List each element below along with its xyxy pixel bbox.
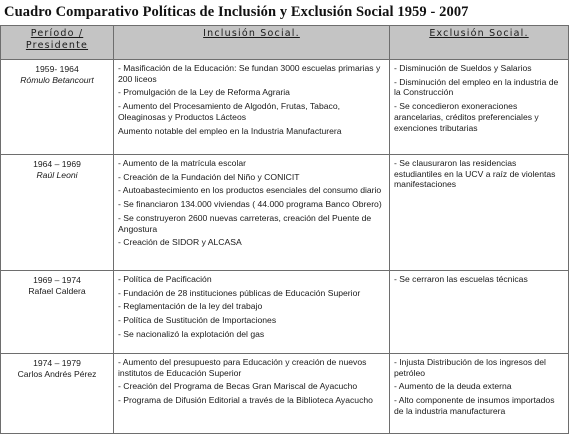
list-item: - Política de Sustitución de Importaciones	[118, 315, 277, 326]
inclusion-cell	[114, 60, 390, 155]
comparison-table	[0, 25, 569, 434]
list-item: - Alto componente de insumos importados de la industria manufacturera	[394, 395, 555, 416]
period-cell	[1, 155, 114, 271]
period-years: 1964 – 1969	[33, 159, 81, 169]
period-cell	[1, 271, 114, 354]
table-row	[1, 271, 569, 354]
list-item: - Se nacionalizó la explotación del gas	[118, 328, 265, 339]
list-item: - Masificación de la Educación: Se fundan 3000 escuelas primarias y 200 liceos	[118, 63, 381, 84]
period-cell	[1, 354, 114, 434]
exclusion-cell	[390, 155, 569, 271]
header-inclusion: Inclusión Social.	[114, 26, 390, 60]
inclusion-cell	[114, 155, 390, 271]
list-item: - Programa de Difusión Editorial a través de la Biblioteca Ayacucho	[118, 395, 373, 406]
list-item: Aumento notable del empleo en la Industria Manufacturera	[118, 125, 342, 136]
list-item: - Se clausuraron las residencias estudiantiles en la UCV a raíz de violentas manifestaciones	[394, 158, 556, 190]
table-header-row	[1, 26, 569, 60]
table-row	[1, 155, 569, 271]
period-cell	[1, 60, 114, 155]
list-item: - Promulgación de la Ley de Reforma Agraria	[118, 87, 290, 98]
president-name: Raúl Leoni	[36, 169, 78, 180]
list-item: - Fundación de 28 instituciones públicas de Educación Superior	[118, 287, 361, 298]
header-exclusion: Exclusión Social.	[390, 26, 569, 60]
list-item: - Autoabastecimiento en los productos esenciales del consumo diario	[118, 185, 382, 196]
table-row	[1, 60, 569, 155]
inclusion-cell	[114, 271, 390, 354]
list-item: - Aumento de la matrícula escolar	[118, 158, 247, 168]
list-item: - Disminución de Sueldos y Salarios	[394, 63, 532, 73]
period-years: 1974 – 1979	[33, 358, 81, 368]
exclusion-cell	[390, 60, 569, 155]
list-item: - Creación del Programa de Becas Gran Mariscal de Ayacucho	[118, 381, 358, 392]
list-item: - Disminución del empleo en la industria de la Construcción	[394, 76, 559, 98]
list-item: - Aumento del Procesamiento de Algodón, Frutas, Tabaco, Oleaginosas y Productos Lácteos	[118, 101, 340, 122]
list-item: - Aumento de la deuda externa	[394, 381, 512, 392]
list-item: - Creación de la Fundación del Niño y CONICIT	[118, 171, 300, 182]
period-years: 1959- 1964	[35, 64, 79, 74]
list-item: - Aumento del presupuesto para Educación y creación de nuevos institutos de Educación Superior	[118, 357, 367, 378]
list-item: - Se concedieron exoneraciones arancelarias, créditos preferenciales y exenciones tributarias	[394, 101, 539, 133]
list-item: - Se financiaron 134.000 viviendas ( 44.000 programa Banco Obrero)	[118, 199, 382, 210]
document-title: Cuadro Comparativo Políticas de Inclusión y Exclusión Social 1959 - 2007	[4, 4, 469, 20]
president-name: Rómulo Betancourt	[20, 74, 94, 85]
exclusion-cell	[390, 354, 569, 434]
president-name: Carlos Andrés Pérez	[17, 368, 97, 379]
table-row	[1, 354, 569, 434]
inclusion-cell	[114, 354, 390, 434]
president-name: Rafael Caldera	[28, 285, 86, 296]
list-item: - Política de Pacificación	[118, 274, 212, 284]
list-item: - Reglamentación de la ley del trabajo	[118, 301, 263, 312]
list-item: - Se cerraron las escuelas técnicas	[394, 274, 528, 284]
list-item: - Creación de SIDOR y ALCASA	[118, 237, 242, 248]
list-item: - Se construyeron 2600 nuevas carreteras, creación del Puente de Angostura	[118, 212, 372, 234]
list-item: - Injusta Distribución de los ingresos del petróleo	[394, 357, 546, 378]
header-period: Período / Presidente	[1, 26, 114, 60]
exclusion-cell	[390, 271, 569, 354]
period-years: 1969 – 1974	[33, 275, 81, 285]
